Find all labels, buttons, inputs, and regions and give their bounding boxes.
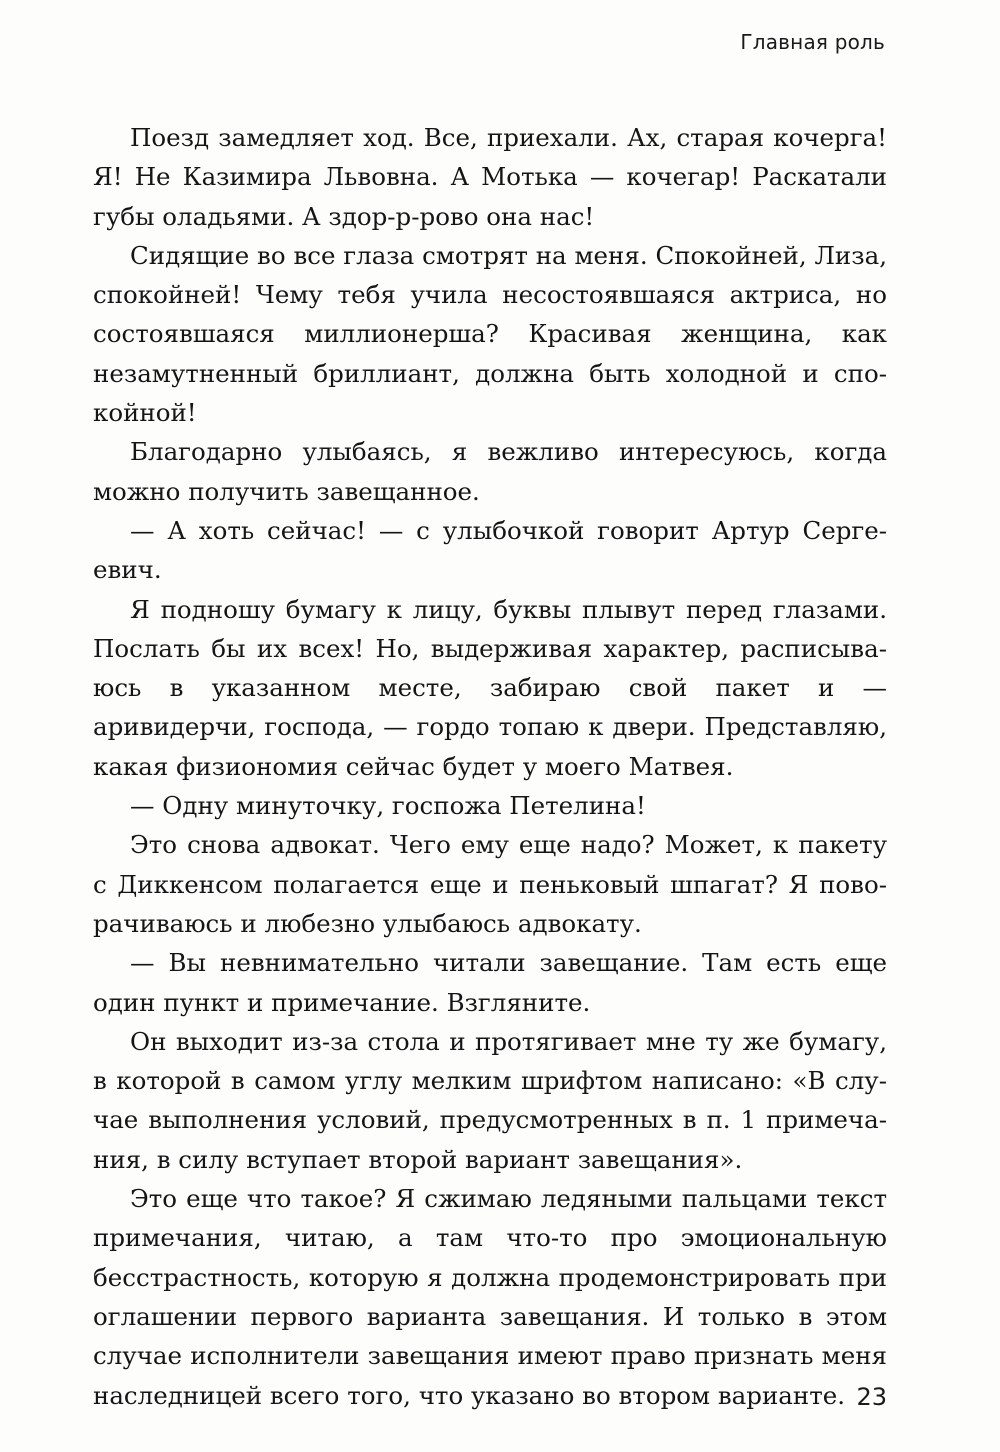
paragraph: Он выходит из-за стола и протягивает мне ту же бумагу, в которой в самом углу мелким шрифтом написано: «В случае выполнения условий, предусмотренных в п. 1 примечания, в силу вступает второй вариант завещания». — [93, 1026, 887, 1174]
paragraph: Поезд замедляет ход. Все, приехали. Ах, старая кочерга! Я! Не Казимира Львовна. А Мотька — кочегар! Раскатали губы оладьями. А здор-р-рово она нас! — [93, 123, 887, 231]
running-header: Главная роль — [740, 30, 885, 54]
paragraph: Сидящие во все глаза смотрят на меня. Спокойней, Лиза, спокойней! Чему тебя учила несостоявшаяся актриса, но состоявшаяся миллионерша? Красивая женщина, как незамутненный бриллиант, должна быть холодной и спокойной! — [93, 240, 887, 428]
body-text — [93, 118, 887, 1415]
page-number: 23 — [856, 1383, 887, 1411]
paragraph: Это снова адвокат. Чего ему еще надо? Может, к пакету с Диккенсом полагается еще и пеньковый шпагат? Я поворачиваюсь и любезно улыбаюсь адвокату. — [93, 830, 887, 938]
paragraph: — А хоть сейчас! — с улыбочкой говорит Артур Сергеевич. — [93, 515, 887, 585]
paragraph: Это еще что такое? Я сжимаю ледяными пальцами текст примечания, читаю, а там что-то про эмоциональную бесстрастность, которую я должна продемонстрировать при оглашении первого варианта завещания. И только в этом случае исполнители завещания имеют право признать меня наследницей всего того, что указано во втором варианте. — [93, 1184, 887, 1410]
paragraph: — Вы невнимательно читали завещание. Там есть еще один пункт и примечание. Взгляните. — [93, 948, 887, 1017]
paragraph: — Одну минуточку, госпожа Петелина! — [130, 791, 646, 821]
paragraph: Благодарно улыбаясь, я вежливо интересуюсь, когда можно получить завещанное. — [93, 437, 887, 506]
paragraph: Я подношу бумагу к лицу, буквы плывут перед глазами. Послать бы их всех! Но, выдерживая характер, расписываюсь в указанном месте, забираю свой пакет и — аривидерчи, господа, — гордо топаю к двери. Представляю, какая физиономия сейчас будет у моего Матвея. — [93, 594, 887, 781]
